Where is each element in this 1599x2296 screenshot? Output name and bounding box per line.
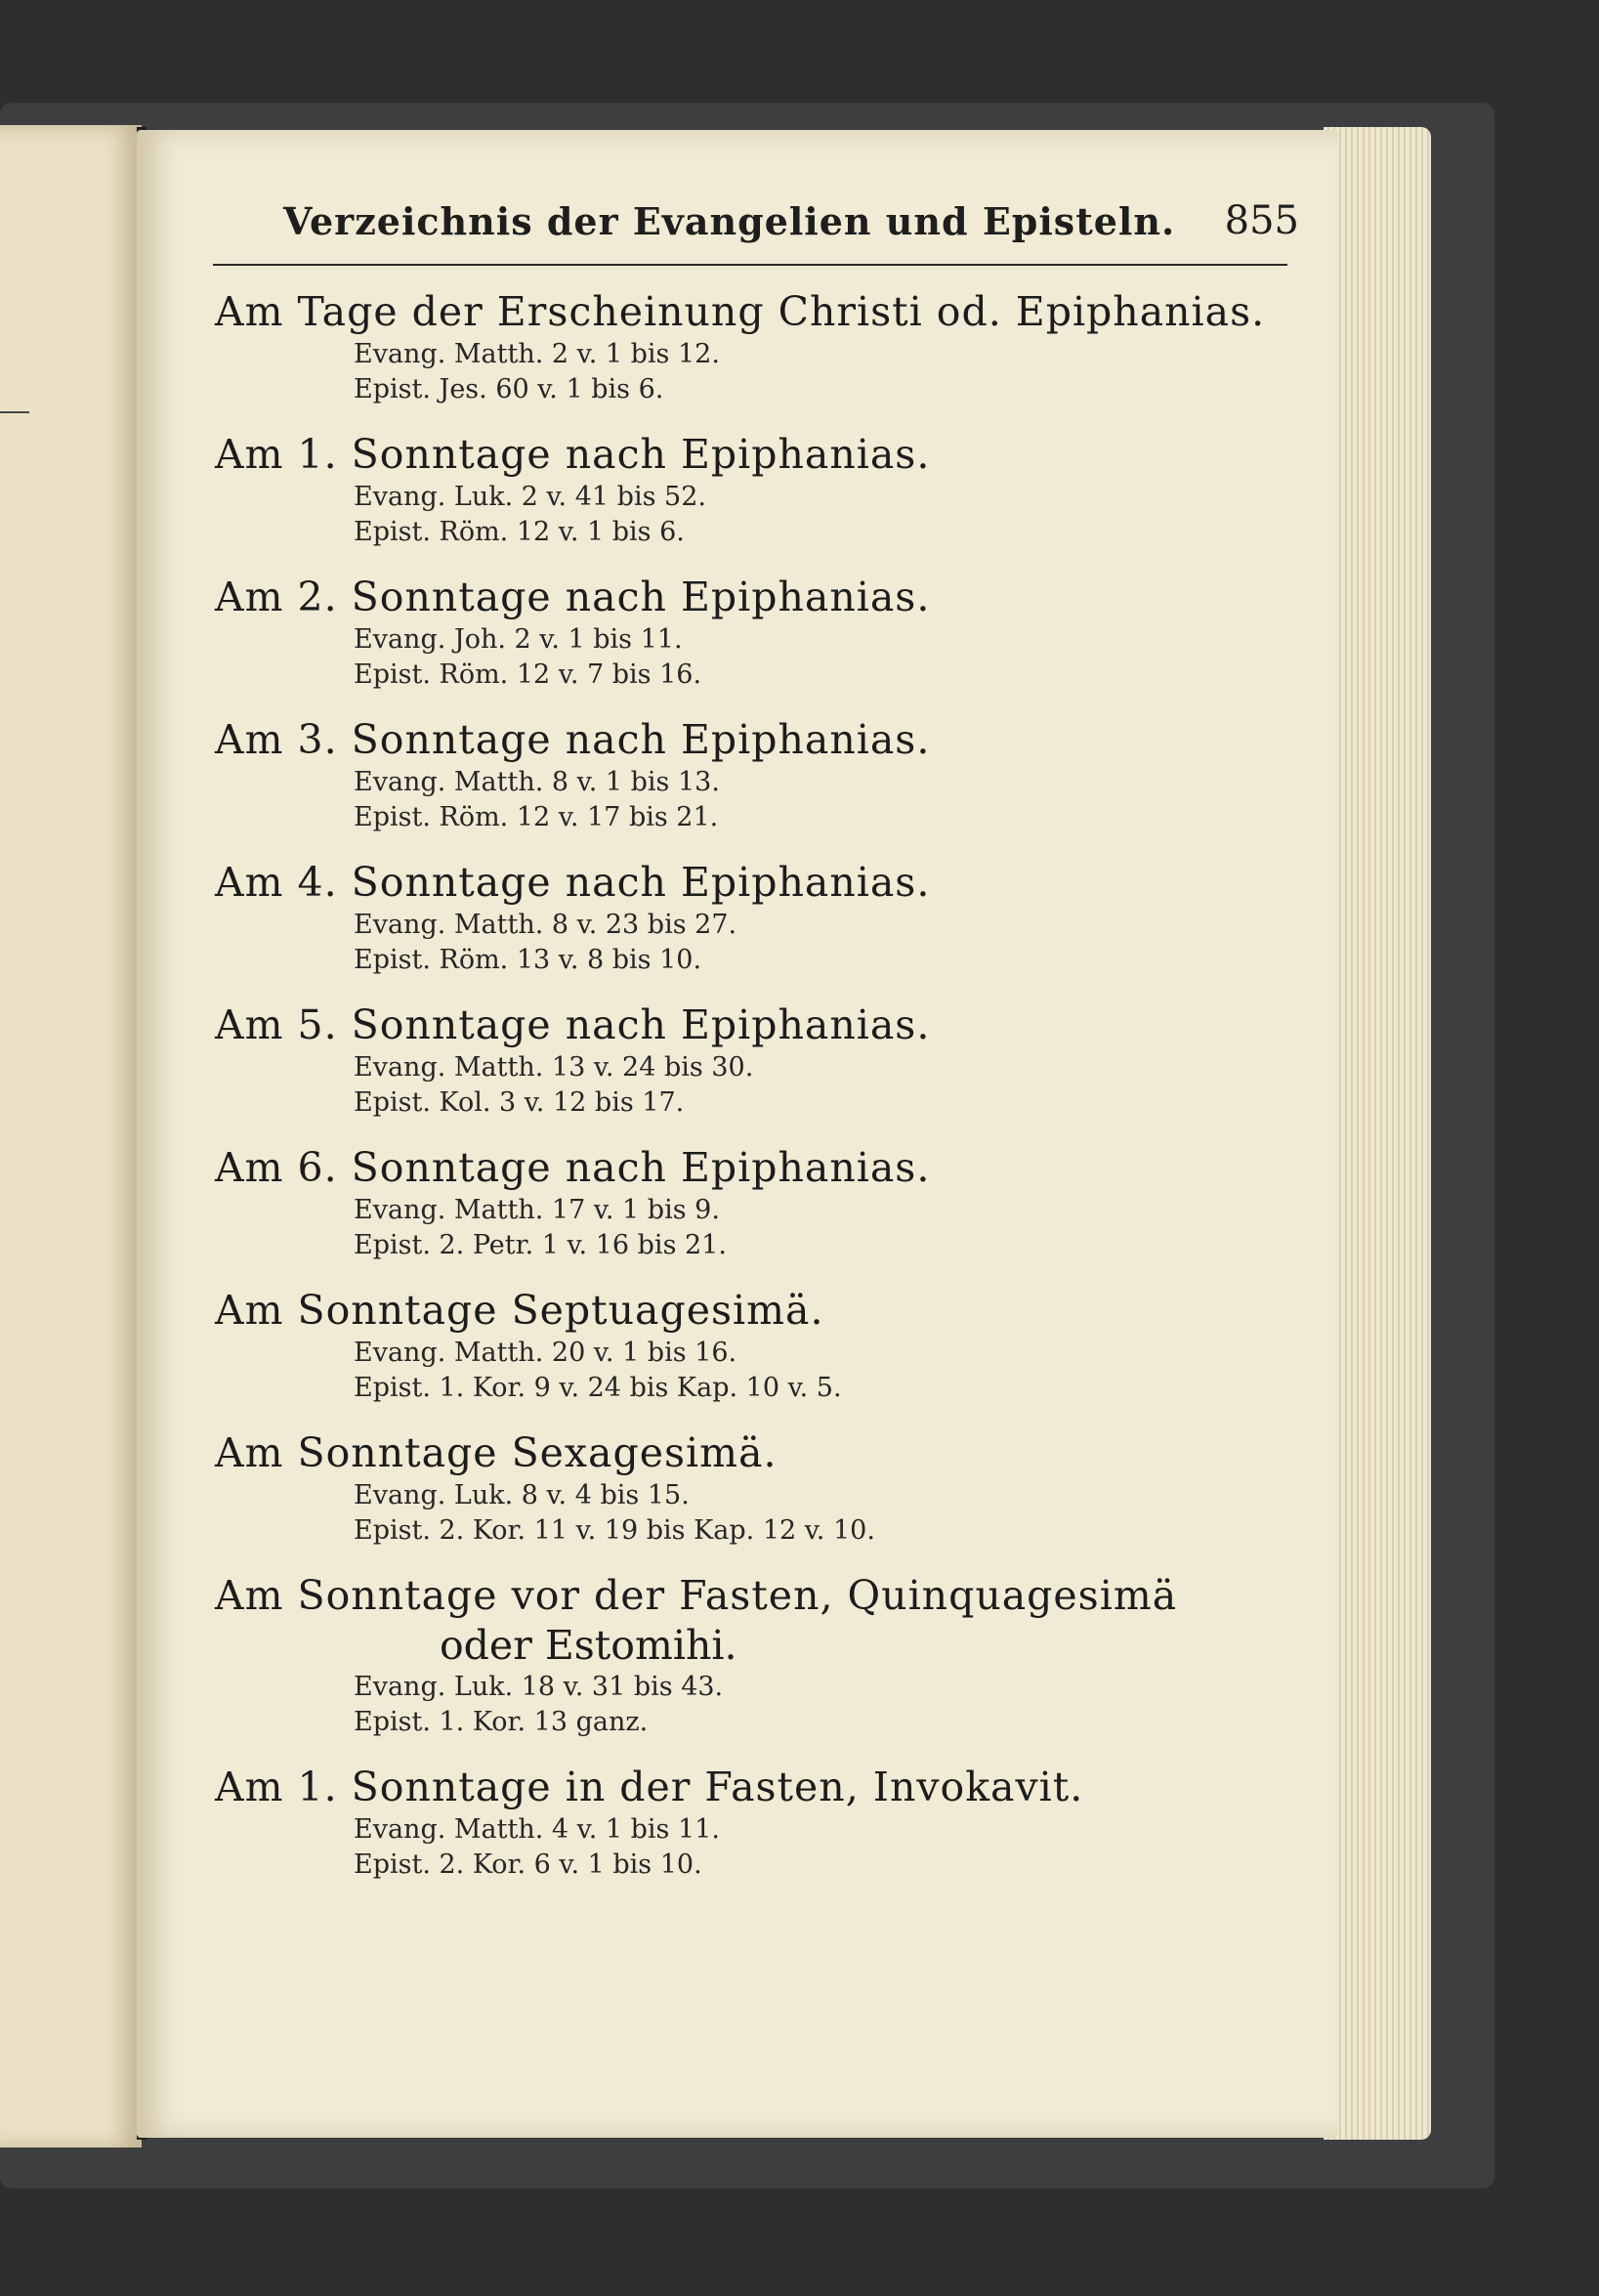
gospel-reference: Evang. Joh. 2 v. 1 bis 11. bbox=[354, 624, 683, 655]
list-item bbox=[215, 1285, 1309, 1406]
gospel-reference: Evang. Matth. 17 v. 1 bis 9. bbox=[354, 1195, 720, 1225]
epistle-reference: Epist. Röm. 13 v. 8 bis 10. bbox=[354, 945, 702, 975]
page-title: Verzeichnis der Evangelien und Episteln. bbox=[283, 199, 1176, 243]
left-page-rule bbox=[0, 411, 29, 413]
gospel-reference: Evang. Luk. 18 v. 31 bis 43. bbox=[354, 1672, 724, 1702]
epistle-reference: Epist. Kol. 3 v. 12 bis 17. bbox=[354, 1087, 685, 1118]
list-item bbox=[215, 1427, 1309, 1549]
gospel-reference: Evang. Matth. 13 v. 24 bis 30. bbox=[354, 1052, 754, 1083]
entry-title: Am 6. Sonntage nach Epiphanias. bbox=[215, 1144, 931, 1191]
epistle-reference: Epist. Röm. 12 v. 7 bis 16. bbox=[354, 659, 702, 690]
entry-title: Am 4. Sonntage nach Epiphanias. bbox=[215, 859, 931, 906]
entry-title: Am 2. Sonntage nach Epiphanias. bbox=[215, 574, 931, 620]
page-edges bbox=[1324, 127, 1431, 2140]
list-item bbox=[215, 1570, 1309, 1740]
entry-title: Am 1. Sonntage nach Epiphanias. bbox=[215, 431, 931, 478]
list-item bbox=[215, 286, 1309, 407]
entry-title-continuation: oder Estomihi. bbox=[440, 1622, 737, 1669]
epistle-reference: Epist. 2. Petr. 1 v. 16 bis 21. bbox=[354, 1230, 727, 1260]
book-page bbox=[137, 130, 1338, 2138]
epistle-reference: Epist. 2. Kor. 6 v. 1 bis 10. bbox=[354, 1850, 702, 1880]
reading-list bbox=[215, 286, 1309, 1904]
list-item bbox=[215, 1142, 1309, 1263]
gospel-reference: Evang. Matth. 8 v. 1 bis 13. bbox=[354, 767, 720, 797]
list-item bbox=[215, 572, 1309, 693]
entry-title: Am Tage der Erscheinung Christi od. Epiphanias. bbox=[215, 288, 1266, 335]
entry-title: Am Sonntage Septuagesimä. bbox=[215, 1287, 824, 1334]
epistle-reference: Epist. Röm. 12 v. 17 bis 21. bbox=[354, 802, 719, 832]
left-page-edge bbox=[0, 125, 142, 2147]
gospel-reference: Evang. Luk. 2 v. 41 bis 52. bbox=[354, 482, 706, 512]
entry-title: Am Sonntage vor der Fasten, Quinquagesimä bbox=[215, 1572, 1178, 1619]
list-item bbox=[215, 999, 1309, 1121]
gospel-reference: Evang. Matth. 2 v. 1 bis 12. bbox=[354, 339, 720, 369]
entry-title: Am 3. Sonntage nach Epiphanias. bbox=[215, 716, 931, 763]
page-header bbox=[283, 198, 1299, 243]
list-item bbox=[215, 714, 1309, 835]
list-item bbox=[215, 1762, 1309, 1883]
header-rule bbox=[213, 264, 1287, 266]
epistle-reference: Epist. 1. Kor. 13 ganz. bbox=[354, 1707, 649, 1737]
gospel-reference: Evang. Luk. 8 v. 4 bis 15. bbox=[354, 1480, 690, 1510]
gospel-reference: Evang. Matth. 20 v. 1 bis 16. bbox=[354, 1338, 737, 1368]
epistle-reference: Epist. Röm. 12 v. 1 bis 6. bbox=[354, 517, 685, 547]
list-item bbox=[215, 857, 1309, 978]
epistle-reference: Epist. 1. Kor. 9 v. 24 bis Kap. 10 v. 5. bbox=[354, 1373, 842, 1403]
epistle-reference: Epist. Jes. 60 v. 1 bis 6. bbox=[354, 374, 664, 404]
entry-title: Am Sonntage Sexagesimä. bbox=[215, 1429, 778, 1476]
entry-title: Am 1. Sonntage in der Fasten, Invokavit. bbox=[215, 1764, 1084, 1810]
gospel-reference: Evang. Matth. 8 v. 23 bis 27. bbox=[354, 910, 737, 940]
list-item bbox=[215, 429, 1309, 550]
gospel-reference: Evang. Matth. 4 v. 1 bis 11. bbox=[354, 1814, 720, 1845]
entry-title: Am 5. Sonntage nach Epiphanias. bbox=[215, 1001, 931, 1048]
page-number: 855 bbox=[1224, 198, 1299, 243]
epistle-reference: Epist. 2. Kor. 11 v. 19 bis Kap. 12 v. 10. bbox=[354, 1515, 875, 1546]
